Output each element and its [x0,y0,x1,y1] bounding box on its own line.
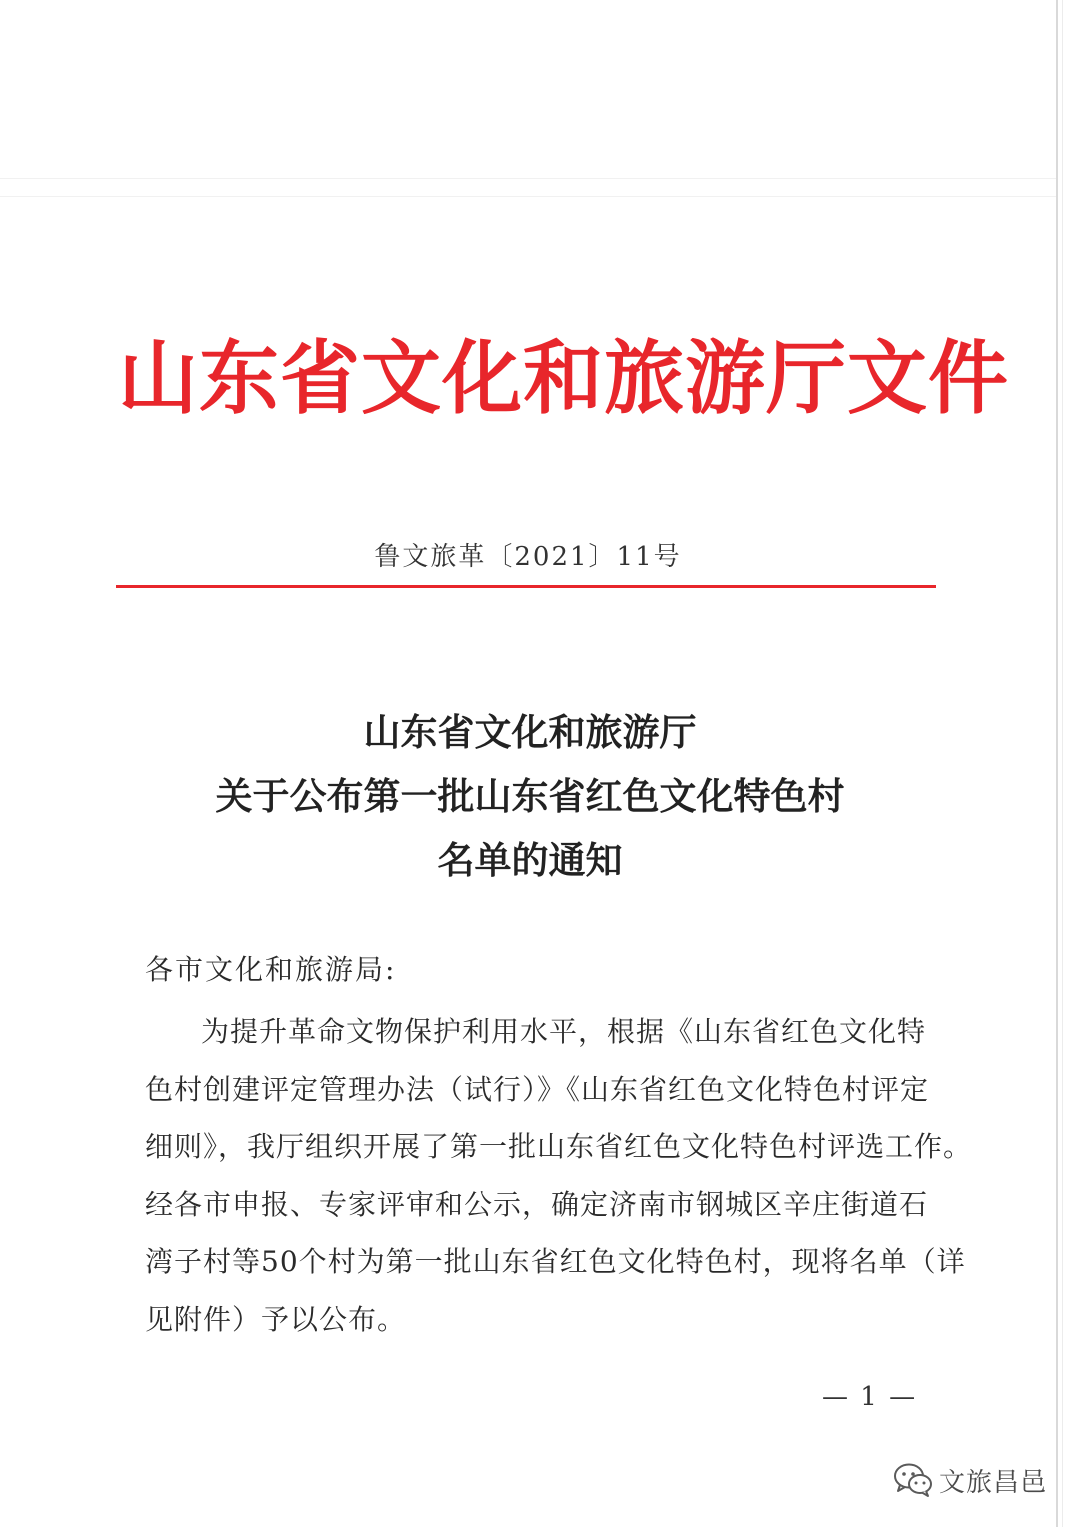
notice-title-line: 关于公布第一批山东省红色文化特色村 [215,774,845,818]
scan-edge-secondary [1062,0,1063,1527]
page-number: — 1 — [822,1382,918,1412]
body-line: 色村创建评定管理办法（试行）》《山东省红色文化特色村评定 [145,1072,930,1106]
body-line: 经各市申报、专家评审和公示，确定济南市钢城区辛庄街道石 [145,1187,929,1221]
notice-body [145,1003,973,1348]
source-watermark [893,1455,1047,1505]
notice-title-line: 名单的通知 [437,838,623,882]
header-red-divider [116,585,936,588]
body-line: 湾子村等50个村为第一批山东省红色文化特色村，现将名单（详 [145,1245,966,1278]
body-line: 为提升革命文物保护利用水平，根据《山东省红色文化特 [201,1015,927,1048]
notice-title-line: 山东省文化和旅游厅 [363,710,697,754]
scan-artifact-line [0,178,1056,179]
body-line: 细则》，我厅组织开展了第一批山东省红色文化特色村评选工作。 [145,1130,973,1163]
scan-artifact-line [0,196,1056,197]
body-line: 见附件）予以公布。 [145,1302,407,1336]
document-header-title: 山东省文化和旅游厅文件 [118,331,1009,425]
document-number: 鲁文旅革〔2021〕11号 [374,542,682,572]
wechat-icon [893,1462,933,1498]
notice-title [0,700,1060,892]
watermark-text: 文旅昌邑 [939,1467,1048,1498]
salutation: 各市文化和旅游局: [145,953,397,986]
